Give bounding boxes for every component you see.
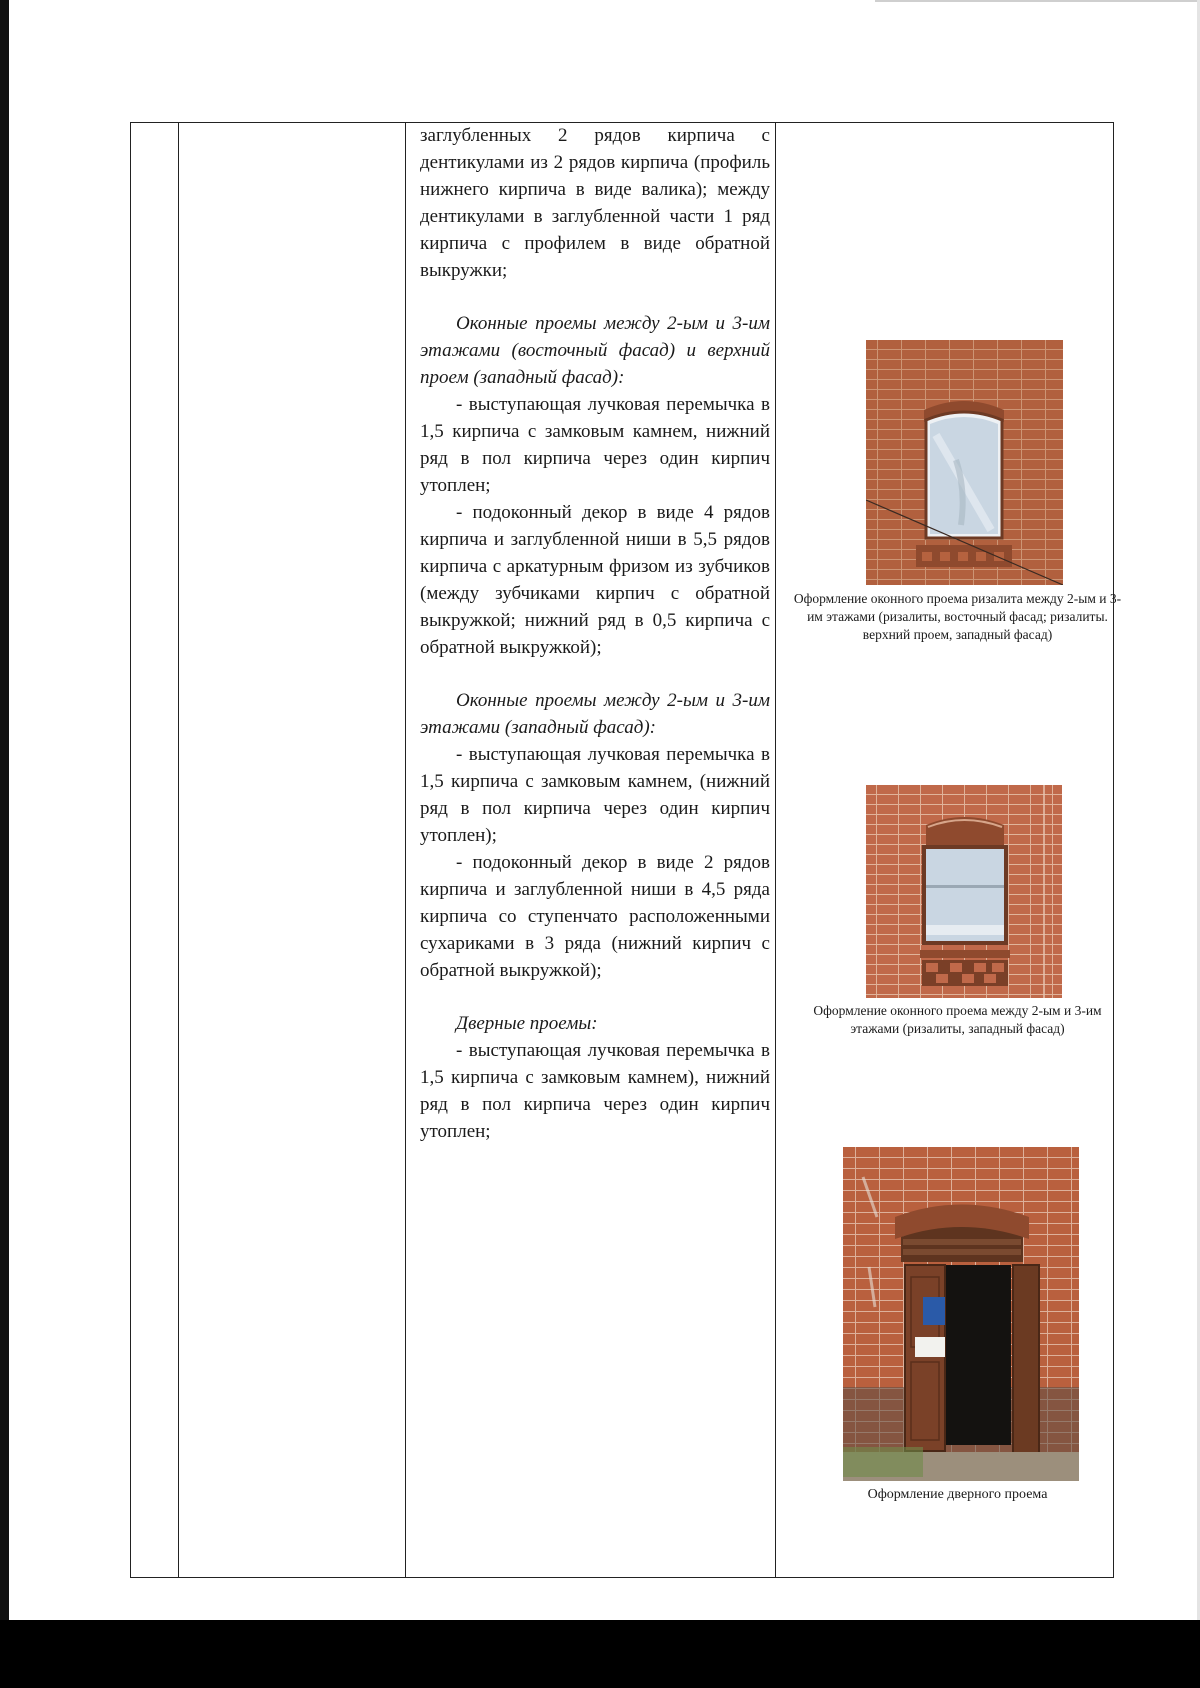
photo-doorway (843, 1147, 1079, 1481)
table-col-border-1 (130, 122, 131, 1577)
table-bottom-border (130, 1577, 1114, 1578)
paragraph-west-sill: - подоконный декор в виде 2 рядов кирпича и заглубленной ниши в 4,5 ряда кирпича со ступенчато расположенными сухариками в 3 ряда (нижний кирпич с обратной выкружкой); (420, 852, 770, 981)
scan-artifact-top (875, 0, 1200, 2)
paragraph-west-lintel: - выступающая лучковая перемычка в 1,5 кирпича с замковым камнем, (нижний ряд в пол кирпича через один кирпич утоплен); (420, 744, 770, 846)
caption-window-west: Оформление оконного проема между 2-ым и 3-им этажами (ризалиты, западный фасад) (813, 1003, 1102, 1036)
paragraph-door-lintel: - выступающая лучковая перемычка в 1,5 кирпича с замковым камнем), нижний ряд в пол кирпича через один кирпич утоплен; (420, 1040, 770, 1142)
table-col-border-5 (1113, 122, 1114, 1577)
caption-window-east: Оформление оконного проема ризалита между 2-ым и 3-им этажами (ризалиты, восточный фасад; ризалиты. верхний проем, западный фасад) (793, 591, 1122, 642)
heading-east-windows: Оконные проемы между 2-ым и 3-им этажами (восточный фасад) и верхний проем (западный фасад): (420, 313, 770, 388)
heading-doors: Дверные проемы: (456, 1013, 598, 1034)
table-col-border-2 (178, 122, 179, 1577)
description-cell (420, 122, 770, 1145)
paragraph-east-sill: - подоконный декор в виде 4 рядов кирпича и заглубленной ниши в 5,5 рядов кирпича с аркатурным фризом из зубчиков (между зубчиками кирпич с обратной выкружкой; нижний ряд в 0,5 кирпича с обратной выкружкой); (420, 502, 770, 658)
table-col-border-4 (775, 122, 776, 1577)
heading-west-windows: Оконные проемы между 2-ым и 3-им этажами (западный фасад): (420, 690, 770, 738)
scan-artifact-left-edge (0, 0, 9, 1620)
photo-window-east (866, 340, 1063, 585)
table-col-border-3 (405, 122, 406, 1577)
photo-window-west (866, 785, 1062, 998)
caption-doorway: Оформление дверного проема (867, 1487, 1048, 1502)
paragraph-east-lintel: - выступающая лучковая перемычка в 1,5 кирпича с замковым камнем, нижний ряд в пол кирпича через один кирпич утоплен; (420, 394, 770, 496)
paragraph-dentils: заглубленных 2 рядов кирпича с дентикулами из 2 рядов кирпича (профиль нижнего кирпича в виде валика); между дентикулами в заглубленной части 1 ряд кирпича с профилем в виде обратной выкружки; (420, 125, 770, 281)
scan-artifact-bottom-bar (0, 1620, 1200, 1688)
